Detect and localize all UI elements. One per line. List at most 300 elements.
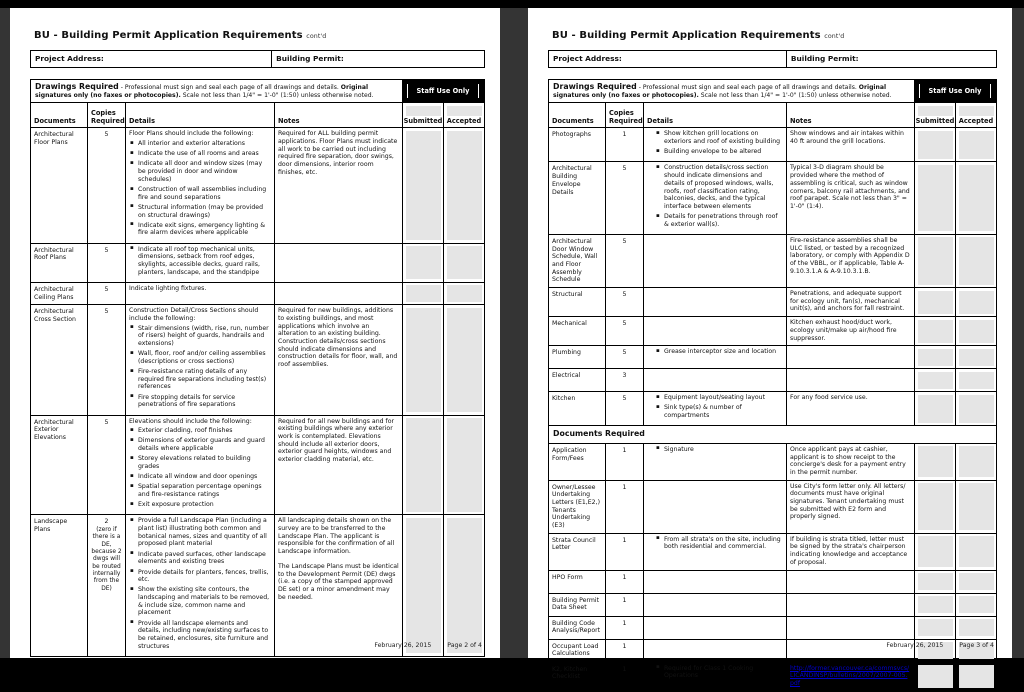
table-row: [31, 243, 484, 282]
notes-paragraph: Typical 3-D diagram should be provided where the method of assembling is critical, such as window corners, balcony rail attachments, and roof parapet. Scale not less than 3" = 1'-0" (1:4).: [790, 164, 910, 210]
column-header-row: [31, 102, 484, 127]
document-cell: Architectural Building Envelope Details: [552, 165, 592, 196]
page-title-text: BU - Building Permit Application Requirements: [34, 30, 303, 41]
detail-bullet-item: ▪ Wall, floor, roof and/or ceiling assemblies (descriptions or cross sections): [138, 350, 271, 365]
drawings-required-label: Drawings Required: [35, 82, 119, 91]
accepted-cell: [443, 515, 484, 656]
accepted-cell: [955, 369, 996, 391]
submitted-field: [406, 518, 441, 654]
detail-bullet-item: ▪ Stair dimensions (width, rise, run, number of risers) height of guards, handrails and extensions): [138, 325, 271, 348]
detail-bullet-item: ▪ Exterior cladding, roof finishes: [138, 427, 271, 435]
drawings-required-header: [549, 80, 996, 102]
submitted-cell: [914, 128, 955, 161]
accepted-cell: [955, 571, 996, 593]
notes-paragraph: Show windows and air intakes within 40 ft around the grill locations.: [790, 130, 904, 146]
accepted-column-shading: [959, 106, 994, 116]
accepted-field: [959, 536, 994, 567]
details-cell: [643, 617, 786, 639]
document-cell: Plumbing: [552, 349, 581, 357]
submitted-field: [918, 165, 953, 232]
details-cell: [643, 128, 786, 161]
project-address-field: Project Address:: [553, 54, 622, 63]
submitted-field: [918, 665, 953, 688]
copies-note: (zero if there is a DE, because 2 dwgs will be routed internally from the DE): [91, 527, 122, 592]
table-row: [549, 234, 996, 287]
accepted-field: [959, 237, 994, 284]
accepted-cell: [443, 128, 484, 242]
table-row: [31, 304, 484, 414]
table-body: [31, 127, 484, 656]
column-header-submitted: [914, 103, 955, 127]
detail-bullet-item: ▪ All interior and exterior alterations: [138, 140, 271, 148]
document-cell: Architectural Door Window Schedule, Wall and Floor Assembly Schedule: [552, 237, 598, 284]
detail-bullet-item: ▪ Construction details/cross section should indicate dimensions and details of proposed windows, walls, roofs, roof classification rating, balconies, decks, and the typical interface between elements: [664, 164, 783, 210]
accepted-field: [959, 573, 994, 590]
table-row: [549, 127, 996, 161]
notes-cell: [274, 305, 402, 414]
submitted-field: [918, 349, 953, 366]
copies-value: 1: [622, 596, 627, 604]
detail-bullet-item: ▪ Details for penetrations through roof & exterior wall(s).: [664, 213, 783, 228]
details-cell: [643, 640, 786, 662]
copies-value: 5: [104, 285, 109, 293]
submitted-field: [918, 131, 953, 159]
column-header-row: [549, 102, 996, 127]
detail-bullet-item: ▪ Storey elevations related to building grades: [138, 455, 271, 470]
table-row: [549, 533, 996, 570]
details-bullet-list: [129, 517, 271, 650]
document-cell: Strata Council Letter: [552, 536, 596, 552]
document-cell: Electrical: [552, 372, 581, 380]
notes-paragraph: Required for new buildings, additions to existing buildings, and most applications which involve an alteration to an existing building. Construction details/cross sections should indicate dimensions and construction details for floor, wall, and roof assemblies.: [278, 307, 398, 369]
accepted-cell: [443, 305, 484, 414]
table-row: [31, 127, 484, 242]
details-cell: [643, 571, 786, 593]
details-bullet-list: [129, 246, 271, 277]
page-footer: [886, 642, 994, 649]
detail-bullet-item: ▪ Dimensions of exterior guards and guard details where applicable: [138, 437, 271, 452]
notes-paragraph: For any food service use.: [790, 394, 868, 402]
submitted-field: [918, 237, 953, 284]
document-cell: Photographs: [552, 131, 591, 139]
details-cell: [643, 162, 786, 234]
submitted-cell: [914, 392, 955, 425]
drawings-required-header: [31, 80, 484, 102]
submitted-cell: [914, 162, 955, 234]
column-header-notes: Notes: [786, 103, 914, 127]
table-row: [549, 480, 996, 533]
footer-page-number: Page 3 of 4: [959, 642, 994, 649]
accepted-cell: [955, 481, 996, 533]
accepted-field: [447, 246, 482, 279]
accepted-cell: [443, 416, 484, 515]
table-row: [31, 415, 484, 515]
column-header-details: Details: [125, 103, 274, 127]
copies-cell: [87, 128, 125, 242]
submitted-header-label: Submitted: [915, 117, 955, 126]
column-header-copies-required: Copies Required: [605, 103, 643, 127]
accepted-cell: [955, 534, 996, 570]
copies-value: 5: [622, 291, 627, 299]
accepted-cell: [955, 444, 996, 480]
details-bullet-list: [647, 348, 783, 356]
accepted-cell: [955, 162, 996, 234]
details-text: Indicate lighting fixtures.: [129, 284, 207, 292]
detail-bullet-item: ▪ Spatial separation percentage openings and fire-resistance ratings: [138, 483, 271, 498]
submitted-field: [918, 291, 953, 314]
details-intro: Elevations should include the following:: [129, 417, 252, 425]
table-row: [549, 391, 996, 425]
column-header-details: Details: [643, 103, 786, 127]
details-intro: Floor Plans should include the following:: [129, 130, 254, 138]
details-cell: [643, 235, 786, 287]
table-row: [549, 161, 996, 234]
table-row: [549, 616, 996, 639]
page-content: [528, 8, 1012, 692]
drawings-required-description: [31, 80, 402, 102]
detail-bullet-item: ▪ Provide all landscape elements and details, including new/existing surfaces to be retained, enclosures, site furniture and structures: [138, 620, 271, 651]
drawings-required-text-1: - Professional must sign and seal each page of all drawings and details.: [636, 84, 859, 91]
copies-cell: [605, 594, 643, 616]
copies-cell: [605, 481, 643, 533]
submitted-field: [406, 308, 441, 412]
submitted-field: [918, 573, 953, 590]
page-title: [30, 30, 485, 41]
copies-value: 5: [104, 246, 109, 254]
accepted-field: [447, 131, 482, 240]
notes-paragraph: Use City's form letter only. All letters/ documents must have original signatures. Tenant undertaking must be submitted with E2 form and properly signed.: [790, 482, 906, 521]
notes-cell: [786, 444, 914, 480]
details-bullet-list: [129, 427, 271, 509]
copies-value: 1: [622, 665, 627, 673]
column-header-submitted: [402, 103, 443, 127]
drawings-required-description: [549, 80, 914, 102]
accepted-field: [959, 596, 994, 613]
detail-bullet-item: ▪ Indicate all roof top mechanical units, dimensions, setback from roof edges, skylights, accessible decks, guard rails, planters, landscape, and the standpipe: [138, 246, 271, 277]
accepted-cell: [955, 317, 996, 345]
copies-value: 1: [622, 642, 627, 650]
detail-bullet-item: ▪ Indicate all door and window sizes (may be provided in door and window schedules): [138, 160, 271, 183]
column-header-documents: Documents: [552, 117, 594, 126]
submitted-cell: [914, 288, 955, 316]
copies-value: 5: [104, 418, 109, 426]
submitted-cell: [914, 444, 955, 480]
details-cell: [125, 305, 274, 414]
footer-date: February 26, 2015: [886, 642, 944, 649]
copies-value: 1: [622, 446, 627, 454]
table-row: [31, 514, 484, 656]
table-body: [549, 127, 996, 690]
accepted-field: [959, 395, 994, 423]
notes-paragraph: All landscaping details shown on the survey are to be transferred to the Landscape Plan. The applicant is responsible for the confirmation of all Landscape information.: [278, 517, 395, 556]
document-cell: Architectural Ceiling Plans: [34, 285, 74, 301]
notes-paragraph: The Landscape Plans must be identical to the Development Permit (DE) dwgs (i.e. a copy of the stamped approved DE set) or a minor amendment may be needed.: [278, 562, 399, 601]
detail-bullet-item: ▪ Indicate the use of all rooms and areas: [138, 150, 271, 158]
building-permit-field: Building Permit:: [786, 51, 996, 67]
drawings-required-table: [548, 79, 997, 692]
detail-bullet-item: ▪ Structural information (may be provided on structural drawings): [138, 204, 271, 219]
copies-cell: [605, 369, 643, 391]
submitted-field: [406, 246, 441, 279]
details-cell: [125, 515, 274, 656]
accepted-cell: [443, 283, 484, 304]
header-fields-bar: [30, 50, 485, 68]
submitted-cell: [914, 317, 955, 345]
notes-cell: [786, 288, 914, 316]
detail-bullet-item: ▪ Fire-resistance rating details of any required fire separations including test(s) references: [138, 368, 271, 391]
copies-cell: [605, 235, 643, 287]
drawings-required-text-1: - Professional must sign and seal each page of all drawings and details.: [118, 84, 341, 91]
document-page-right: [528, 8, 1012, 687]
accepted-cell: [955, 235, 996, 287]
notes-link[interactable]: http://former.vancouver.ca/commsvcs/LICANDINSP/bulletins/2007/2007-005.pdf: [790, 664, 910, 687]
details-cell: [643, 663, 786, 691]
details-bullet-list: [647, 665, 783, 680]
column-header-accepted: [955, 103, 996, 127]
submitted-cell: [914, 481, 955, 533]
document-cell: Architectural Floor Plans: [34, 131, 74, 147]
submitted-header-label: Submitted: [403, 117, 443, 126]
copies-cell: [605, 392, 643, 425]
copies-cell: [605, 571, 643, 593]
notes-cell: [786, 317, 914, 345]
table-row: [549, 570, 996, 593]
notes-cell: [786, 617, 914, 639]
notes-paragraph: Required for ALL building permit applications. Floor Plans must indicate all work to be carried out including required fire separation, door swings, door dimensions, interior room finishes, etc.: [278, 130, 398, 176]
copies-value: 5: [622, 349, 627, 357]
details-bullet-list: [647, 394, 783, 420]
document-cell: Building Permit Data Sheet: [552, 596, 599, 612]
copies-value: 5: [622, 165, 627, 173]
detail-bullet-item: ▪ Show the existing site contours, the landscaping and materials to be removed, & include size, common name and placement: [138, 586, 271, 617]
drawings-required-text-2: Scale not less than 1/4" = 1'-0" (1:50) unless otherwise noted.: [180, 91, 374, 99]
submitted-cell: [402, 283, 443, 304]
table-row: [549, 593, 996, 616]
notes-paragraph: If building is strata titled, letter must be signed by the strata's chairperson indicating knowledge and acceptance of proposal.: [790, 535, 908, 566]
accepted-field: [447, 418, 482, 512]
copies-value: 1: [622, 536, 627, 544]
page-content: [10, 8, 500, 657]
project-address-field: Project Address:: [35, 54, 104, 63]
page-title-text: BU - Building Permit Application Requirements: [552, 30, 821, 41]
column-header-copies-required: Copies Required: [87, 103, 125, 127]
details-cell: [643, 392, 786, 425]
drawings-required-table: [30, 79, 485, 657]
document-cell: Owner/Lessee Undertaking Letters (E1,E2,) Tenants Undertaking (E3): [552, 483, 600, 530]
detail-bullet-item: ▪ Show kitchen grill locations on exteriors and roof of existing building: [664, 130, 783, 145]
detail-bullet-item: ▪ From all strata's on the site, including both residential and commercial.: [664, 536, 783, 551]
copies-cell: [87, 416, 125, 515]
document-cell: K2, Kitchen Checklist: [552, 665, 588, 681]
document-cell: Mechanical: [552, 320, 587, 328]
submitted-field: [406, 418, 441, 512]
accepted-field: [447, 518, 482, 654]
document-cell: HPO Form: [552, 573, 583, 581]
notes-cell: [786, 369, 914, 391]
copies-value: 5: [622, 395, 627, 403]
accepted-cell: [955, 128, 996, 161]
detail-bullet-item: ▪ Indicate all window and door openings: [138, 473, 271, 481]
details-bullet-list: [647, 446, 783, 454]
copies-cell: [605, 162, 643, 234]
notes-cell: [274, 515, 402, 656]
page-footer: [374, 642, 482, 649]
accepted-column-shading: [447, 106, 482, 116]
column-header-notes: Notes: [274, 103, 402, 127]
detail-bullet-item: ▪ Sink type(s) & number of compartments: [664, 404, 783, 419]
accepted-field: [959, 619, 994, 636]
submitted-cell: [914, 369, 955, 391]
document-cell: Occupant Load Calculations: [552, 642, 599, 658]
details-cell: [643, 317, 786, 345]
accepted-header-label: Accepted: [446, 117, 482, 126]
footer-date: February 26, 2015: [374, 642, 432, 649]
accepted-field: [959, 665, 994, 688]
notes-paragraph: Required for all new buildings and for existing buildings where any exterior work is contemplated. Elevations should include all exterior doors, exterior guard heights, windows and exterior cladding material, etc.: [278, 417, 395, 463]
table-row: [31, 282, 484, 304]
drawings-required-text-2: Scale not less than 1/4" = 1'-0" (1:50) unless otherwise noted.: [698, 91, 892, 99]
submitted-cell: [914, 235, 955, 287]
section-header-documents-required: Documents Required: [549, 425, 996, 443]
notes-paragraph: Once applicant pays at cashier, applicant is to show receipt to the concierge's desk for a payment entry in the permit number.: [790, 445, 906, 476]
copies-cell: [605, 288, 643, 316]
drawings-required-text-bold: Original signatures only (no faxes or photocopies).: [553, 84, 887, 99]
submitted-column-shading: [406, 106, 441, 116]
accepted-cell: [955, 346, 996, 368]
submitted-field: [918, 483, 953, 530]
submitted-cell: [914, 617, 955, 639]
table-row: [549, 662, 996, 691]
notes-cell: [786, 162, 914, 234]
copies-value: 1: [622, 619, 627, 627]
document-cell: Application Form/Fees: [552, 446, 587, 462]
copies-cell: [605, 534, 643, 570]
notes-cell: [786, 594, 914, 616]
footer-page-number: Page 2 of 4: [447, 642, 482, 649]
staff-use-only-label: Staff Use Only: [919, 84, 991, 98]
copies-cell: [605, 617, 643, 639]
document-cell: Landscape Plans: [34, 518, 68, 534]
document-cell: Architectural Roof Plans: [34, 246, 74, 262]
accepted-field: [959, 165, 994, 232]
document-cell: Architectural Exterior Elevations: [34, 418, 74, 441]
copies-cell: [87, 515, 125, 656]
drawings-required-label: Drawings Required: [553, 82, 637, 91]
copies-cell: [605, 640, 643, 662]
notes-cell: [786, 571, 914, 593]
copies-value: 1: [622, 573, 627, 581]
page-title: [548, 30, 997, 41]
table-row: [549, 345, 996, 368]
detail-bullet-item: ▪ Signature: [664, 446, 783, 454]
submitted-cell: [914, 663, 955, 691]
submitted-cell: [402, 128, 443, 242]
submitted-field: [406, 131, 441, 240]
submitted-field: [406, 285, 441, 301]
details-bullet-list: [647, 164, 783, 228]
drawings-required-text-bold: Original signatures only (no faxes or photocopies).: [35, 84, 369, 99]
document-page-left: [10, 8, 500, 658]
table-row: [549, 368, 996, 391]
submitted-cell: [914, 534, 955, 570]
copies-value: 2: [104, 518, 109, 526]
document-cell: Kitchen: [552, 395, 576, 403]
staff-use-only-box: [914, 80, 996, 102]
notes-cell: [274, 283, 402, 304]
accepted-cell: [443, 244, 484, 282]
accepted-field: [959, 131, 994, 159]
notes-cell: [786, 346, 914, 368]
detail-bullet-item: ▪ Indicate exit signs, emergency lighting & fire alarm devices where applicable: [138, 222, 271, 237]
copies-value: 1: [622, 131, 627, 139]
details-cell: [643, 594, 786, 616]
staff-use-only-label: Staff Use Only: [407, 84, 479, 98]
notes-cell: [274, 244, 402, 282]
accepted-field: [959, 320, 994, 343]
document-cell: Architectural Cross Section: [34, 308, 76, 323]
column-header-accepted: [443, 103, 484, 127]
details-bullet-list: [647, 130, 783, 156]
detail-bullet-item: ▪ Exit exposure protection: [138, 501, 271, 509]
accepted-header-label: Accepted: [958, 117, 994, 126]
page-title-suffix: cont'd: [306, 33, 327, 40]
detail-bullet-item: ▪ Building envelope to be altered: [664, 148, 783, 156]
copies-cell: [605, 346, 643, 368]
accepted-cell: [955, 594, 996, 616]
copies-value: 5: [622, 320, 627, 328]
staff-use-only-box: [402, 80, 484, 102]
details-bullet-list: [129, 140, 271, 237]
detail-bullet-item: ▪ Fire stopping details for service penetrations of fire separations: [138, 394, 271, 409]
copies-cell: [87, 283, 125, 304]
accepted-cell: [955, 617, 996, 639]
submitted-cell: [914, 594, 955, 616]
detail-bullet-item: ▪ Provide a full Landscape Plan (including a plant list) illustrating both common and botanical names, sizes and quantity of all proposed plant material: [138, 517, 271, 548]
details-cell: [643, 346, 786, 368]
page-title-suffix: cont'd: [824, 33, 845, 40]
submitted-cell: [402, 244, 443, 282]
details-cell: [643, 288, 786, 316]
detail-bullet-item: ▪ Indicate paved surfaces, other landscape elements and existing trees: [138, 551, 271, 566]
copies-value: 3: [622, 372, 627, 380]
details-intro: Construction Detail/Cross Sections should include the following:: [129, 307, 259, 322]
copies-cell: [605, 317, 643, 345]
notes-paragraph: Fire-resistance assemblies shall be ULC listed, or tested by a recognized laboratory, or comply with Appendix D of the VBBL, or if applicable, Table A-9.10.3.1.A & A-9.10.3.1.B.: [790, 236, 910, 275]
submitted-field: [918, 619, 953, 636]
notes-paragraph: Kitchen exhaust hood/duct work, ecology unit/make up air/hood fire suppressor.: [790, 319, 897, 342]
document-cell: Structural: [552, 291, 583, 299]
notes-cell: [786, 481, 914, 533]
copies-cell: [605, 444, 643, 480]
notes-paragraph: Penetrations, and adequate support for ecology unit, fan(s), mechanical unit(s), and anchors for fall restraint.: [790, 290, 905, 313]
column-header-documents: Documents: [34, 117, 76, 126]
notes-cell: [274, 128, 402, 242]
submitted-field: [918, 596, 953, 613]
submitted-cell: [914, 346, 955, 368]
details-cell: [643, 369, 786, 391]
table-row: [549, 443, 996, 480]
details-cell: [125, 244, 274, 282]
details-cell: [125, 128, 274, 242]
detail-bullet-item: ▪ Provide details for planters, fences, trellis, etc.: [138, 569, 271, 584]
header-fields-bar: [548, 50, 997, 68]
accepted-cell: [955, 663, 996, 691]
copies-cell: [605, 663, 643, 691]
submitted-cell: [402, 416, 443, 515]
copies-cell: [87, 244, 125, 282]
notes-cell: [786, 534, 914, 570]
submitted-field: [918, 446, 953, 477]
